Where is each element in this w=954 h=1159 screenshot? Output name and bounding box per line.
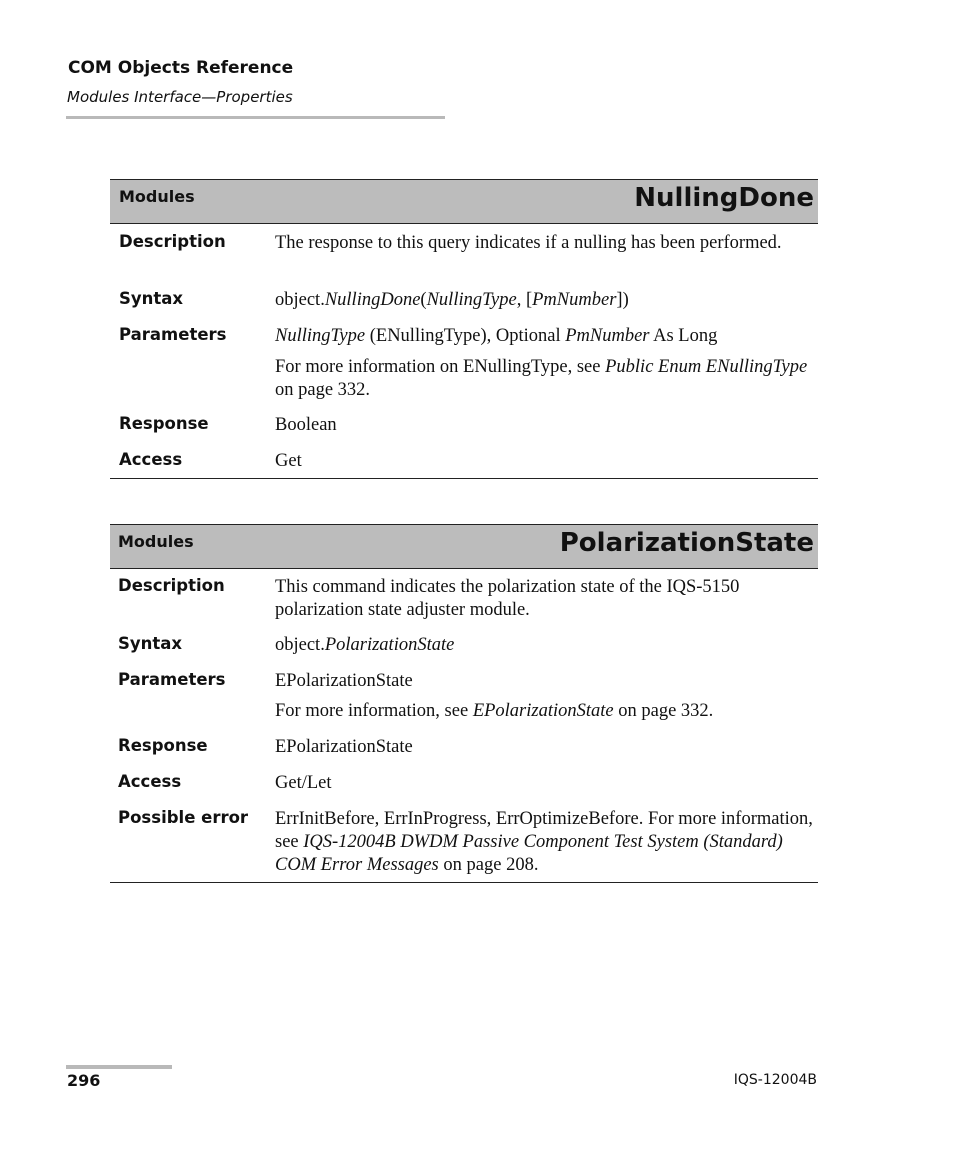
syntax-arg: PmNumber bbox=[532, 290, 617, 310]
param-type: (ENullingType), Optional bbox=[365, 326, 566, 346]
header-divider bbox=[66, 116, 445, 119]
access-value: Get/Let bbox=[275, 773, 332, 793]
parameters-text bbox=[275, 325, 815, 348]
syntax-separator: , [ bbox=[516, 290, 533, 310]
section-title: COM Objects Reference bbox=[68, 58, 294, 78]
parameters-note bbox=[275, 356, 815, 402]
row-label: Parameters bbox=[119, 325, 227, 344]
cross-reference-link[interactable]: EPolarizationState bbox=[472, 701, 614, 721]
row-label: Possible error bbox=[118, 808, 249, 827]
row-label: Response bbox=[118, 736, 208, 755]
property-name: NullingDone bbox=[634, 183, 814, 213]
section-subtitle: Modules Interface—Properties bbox=[67, 88, 293, 106]
note-prefix: For more information on ENullingType, see bbox=[275, 357, 606, 377]
response-value: EPolarizationState bbox=[275, 737, 413, 757]
parameters-note bbox=[275, 700, 815, 723]
syntax-prefix: object. bbox=[275, 290, 325, 310]
syntax-open: ( bbox=[420, 290, 427, 310]
table-header-band bbox=[110, 179, 818, 224]
property-table-nullingdone bbox=[110, 179, 818, 479]
row-label: Syntax bbox=[118, 634, 183, 653]
param-name: PmNumber bbox=[565, 326, 650, 346]
row-label: Access bbox=[119, 450, 183, 469]
syntax-method: NullingDone bbox=[324, 290, 421, 310]
property-name: PolarizationState bbox=[559, 528, 814, 558]
row-label: Response bbox=[119, 414, 209, 433]
access-value: Get bbox=[275, 451, 302, 471]
group-label: Modules bbox=[119, 187, 195, 206]
row-label: Parameters bbox=[118, 670, 226, 689]
table-header-band bbox=[110, 524, 818, 569]
note-prefix: For more information, see bbox=[275, 701, 473, 721]
param-name: NullingType bbox=[275, 326, 366, 346]
note-suffix: on page 332. bbox=[613, 701, 714, 721]
syntax-text bbox=[275, 289, 815, 312]
row-label: Description bbox=[118, 576, 225, 595]
document-id: IQS-12004B bbox=[733, 1072, 817, 1088]
table-bottom-rule bbox=[110, 882, 818, 883]
possible-error-text bbox=[275, 808, 815, 877]
note-suffix: on page 332. bbox=[275, 380, 371, 400]
cross-reference-link[interactable]: Public Enum ENullingType bbox=[605, 357, 808, 377]
syntax-method: PolarizationState bbox=[324, 635, 455, 655]
cross-reference-link[interactable]: IQS-12004B DWDM Passive Component Test System (Standard) COM Error Messages bbox=[275, 832, 783, 875]
error-list: ErrInitBefore, ErrInProgress, ErrOptimizeBefore. For more information, see bbox=[275, 809, 813, 852]
syntax-close: ]) bbox=[616, 290, 629, 310]
row-label: Access bbox=[118, 772, 182, 791]
param-type: As Long bbox=[649, 326, 718, 346]
table-bottom-rule bbox=[110, 478, 818, 479]
group-label: Modules bbox=[118, 532, 194, 551]
row-label: Syntax bbox=[119, 289, 184, 308]
parameters-value: EPolarizationState bbox=[275, 671, 413, 691]
syntax-text bbox=[275, 634, 815, 657]
row-label: Description bbox=[119, 232, 226, 251]
response-value: Boolean bbox=[275, 415, 337, 435]
error-suffix: on page 208. bbox=[438, 855, 539, 875]
description-text: The response to this query indicates if a nulling has been performed. bbox=[275, 233, 782, 253]
property-table-polarizationstate bbox=[110, 524, 818, 884]
syntax-prefix: object. bbox=[275, 635, 325, 655]
description-text: This command indicates the polarization state of the IQS-5150 polarization state adjuster module. bbox=[275, 577, 740, 620]
footer-divider bbox=[66, 1065, 172, 1069]
syntax-arg: NullingType bbox=[426, 290, 517, 310]
page-number: 296 bbox=[67, 1071, 101, 1090]
